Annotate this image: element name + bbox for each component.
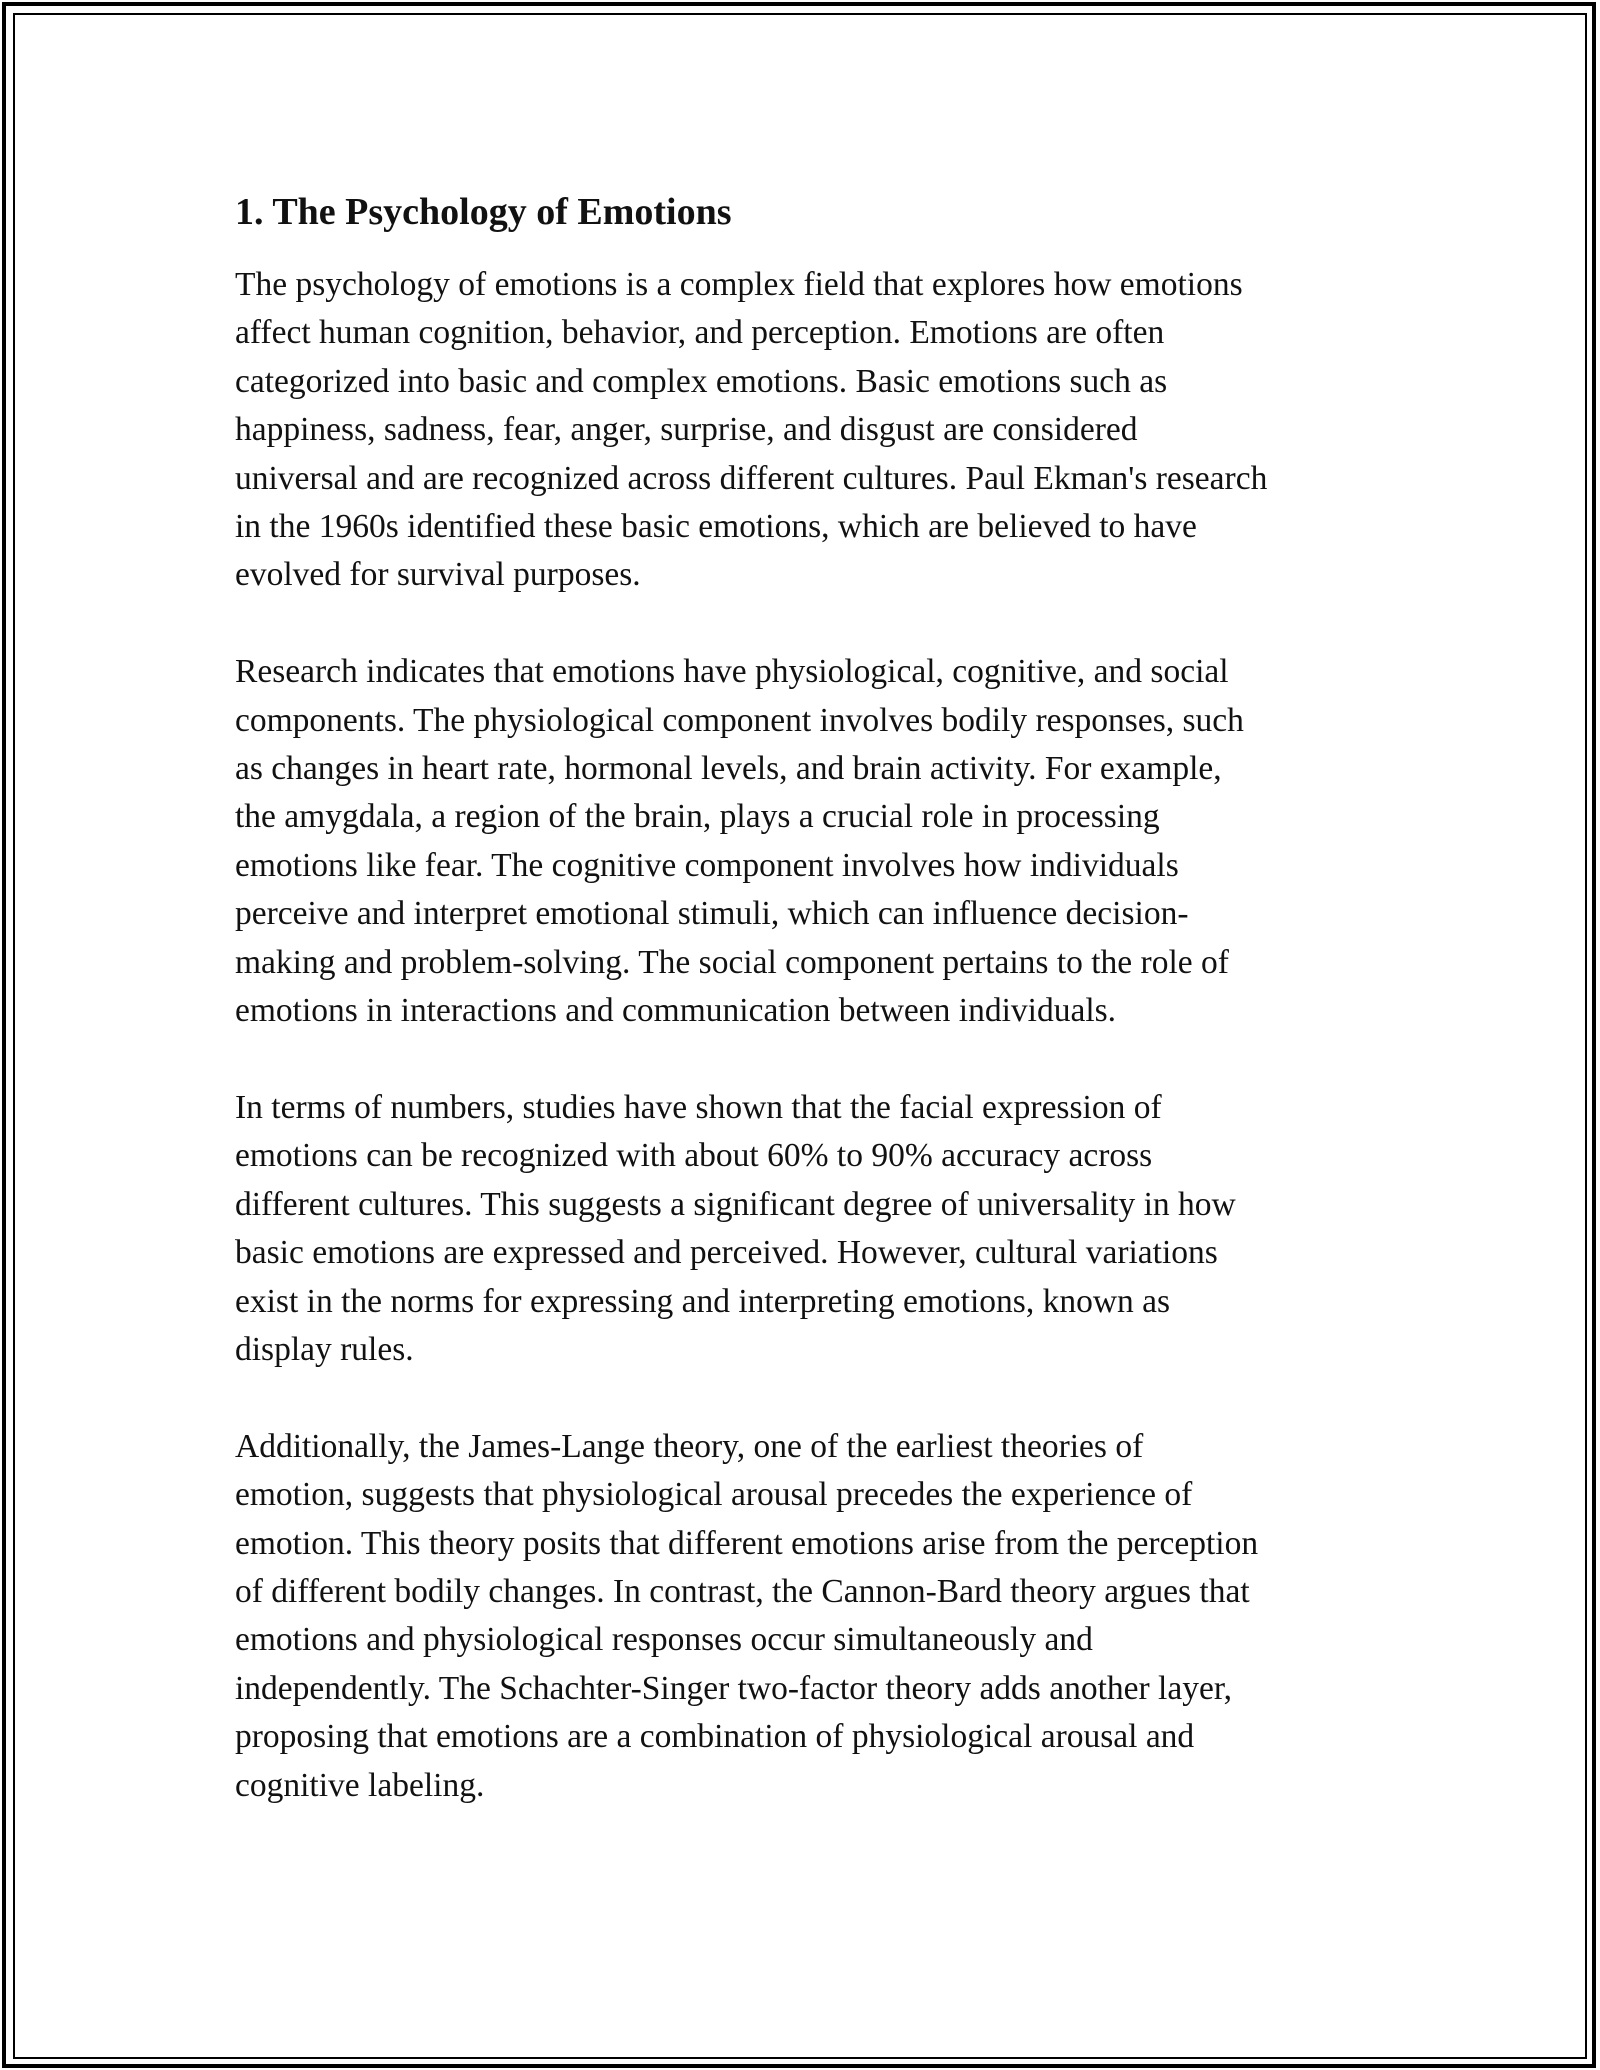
paragraph-line: emotions and physiological responses occur simultaneously and: [235, 1621, 1093, 1659]
paragraph-line: display rules.: [235, 1330, 414, 1368]
paragraph-line: in the 1960s identified these basic emotions, which are believed to have: [235, 508, 1197, 546]
paragraph-line: evolved for survival purposes.: [235, 556, 641, 594]
paragraph-line: emotions can be recognized with about 60% to 90% accuracy across: [235, 1137, 1153, 1175]
paragraph-line: emotion, suggests that physiological arousal precedes the experience of: [235, 1476, 1193, 1514]
paragraph-basic-emotions: [235, 261, 1375, 600]
paragraph-line: the amygdala, a region of the brain, plays a crucial role in processing: [235, 798, 1160, 836]
paragraph-line: proposing that emotions are a combination of physiological arousal and: [235, 1718, 1195, 1756]
paragraph-line: independently. The Schachter-Singer two-factor theory adds another layer,: [235, 1669, 1233, 1707]
paragraph-line: making and problem-solving. The social component pertains to the role of: [235, 943, 1229, 981]
paragraph-components: [235, 648, 1375, 1035]
paragraph-line: of different bodily changes. In contrast, the Cannon-Bard theory argues that: [235, 1572, 1250, 1610]
paragraph-line: cognitive labeling.: [235, 1766, 485, 1804]
paragraph-line: perceive and interpret emotional stimuli, which can influence decision-: [235, 895, 1189, 933]
paragraph-line: universal and are recognized across different cultures. Paul Ekman's research: [235, 459, 1268, 497]
paragraph-line: The psychology of emotions is a complex field that explores how emotions: [235, 266, 1243, 303]
section-heading: 1. The Psychology of Emotions: [235, 191, 732, 233]
paragraph-line: components. The physiological component involves bodily responses, such: [235, 701, 1244, 739]
paragraph-line: happiness, sadness, fear, anger, surprise, and disgust are considered: [235, 411, 1138, 449]
paragraph-line: categorized into basic and complex emotions. Basic emotions such as: [235, 362, 1168, 400]
paragraph-theories: [235, 1423, 1375, 1810]
paragraph-line: basic emotions are expressed and perceived. However, cultural variations: [235, 1234, 1218, 1272]
paragraph-line: affect human cognition, behavior, and perception. Emotions are often: [235, 314, 1165, 352]
paragraph-line: Research indicates that emotions have physiological, cognitive, and social: [235, 653, 1229, 691]
paragraph-line: emotions like fear. The cognitive component involves how individuals: [235, 846, 1179, 884]
paragraph-line: as changes in heart rate, hormonal levels, and brain activity. For example,: [235, 750, 1222, 788]
paragraph-line: emotions in interactions and communication between individuals.: [235, 992, 1117, 1030]
paragraph-line: Additionally, the James-Lange theory, one of the earliest theories of: [235, 1427, 1144, 1465]
paragraph-line: different cultures. This suggests a significant degree of universality in how: [235, 1185, 1236, 1223]
paragraph-line: exist in the norms for expressing and interpreting emotions, known as: [235, 1282, 1171, 1320]
paragraph-line: In terms of numbers, studies have shown that the facial expression of: [235, 1088, 1162, 1126]
paragraph-line: emotion. This theory posits that different emotions arise from the perception: [235, 1524, 1259, 1562]
paragraph-numbers: [235, 1084, 1375, 1374]
document-body: [235, 188, 1375, 1858]
